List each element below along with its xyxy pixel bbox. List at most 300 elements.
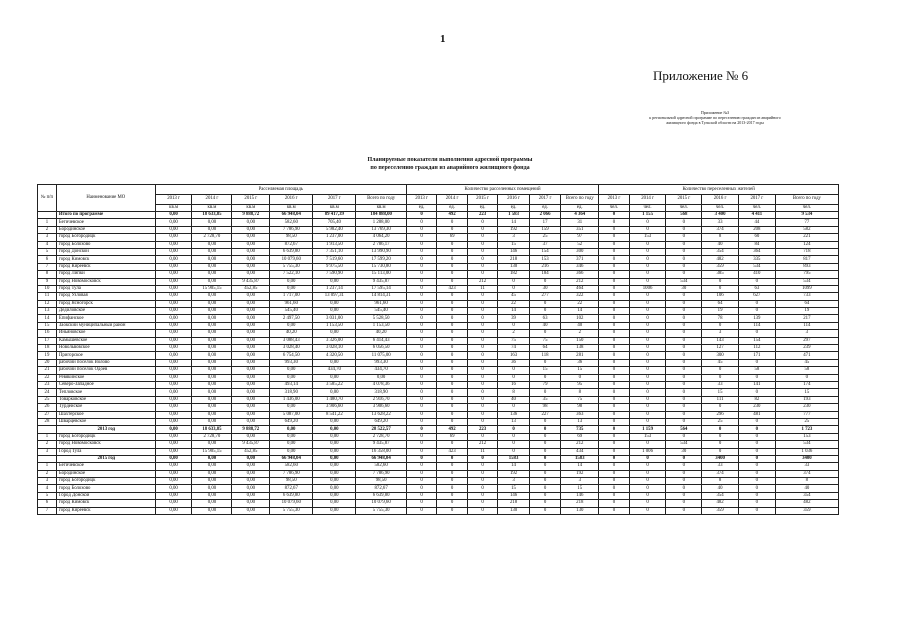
row-name: город Новомосковск: [56, 441, 155, 448]
row-value: 136: [498, 411, 530, 418]
row-value: 1 237,00: [313, 234, 356, 241]
row-value: 0: [437, 219, 467, 226]
row-name: Новольвовское: [56, 345, 155, 352]
table-row: [38, 337, 839, 344]
row-name: город Ясногорск: [56, 300, 155, 307]
row-value: 141: [738, 381, 775, 388]
row-value: 0: [629, 441, 666, 448]
row-index: 16: [38, 330, 57, 337]
row-value: 0,00: [313, 389, 356, 396]
row-value: 0: [437, 263, 467, 270]
row-index: 7: [38, 263, 57, 270]
row-value: 212: [561, 278, 599, 285]
row-value: 0: [629, 241, 666, 248]
row-value: 98,50: [270, 478, 313, 485]
row-name: рабочий поселок Волово: [56, 359, 155, 366]
table-row: [38, 426, 839, 433]
row-value: 153: [629, 433, 666, 440]
row-value: 1 717,00: [270, 293, 313, 300]
row-value: 0: [437, 389, 467, 396]
row-value: 79: [529, 381, 561, 388]
row-value: 0,00: [192, 500, 232, 507]
row-value: 0,00: [192, 248, 232, 255]
row-value: 154: [529, 248, 561, 255]
row-value: 0: [406, 219, 436, 226]
row-value: 0: [599, 248, 629, 255]
row-value: 0: [666, 345, 702, 352]
row-index: 8: [38, 271, 57, 278]
row-value: 1099: [775, 285, 838, 292]
header-year: 2014 г: [629, 195, 666, 205]
row-value: 0: [666, 352, 702, 359]
row-name: Дедиловское: [56, 308, 155, 315]
header-year: 2013 г: [155, 195, 192, 205]
row-value: 8: [775, 478, 838, 485]
row-value: 7 590,90: [313, 271, 356, 278]
row-value: 718: [775, 248, 838, 255]
row-value: 0: [702, 367, 739, 374]
row-value: 10 079,60: [270, 256, 313, 263]
row-value: 0: [467, 263, 497, 270]
row-value: 0: [738, 374, 775, 381]
row-value: 1583: [561, 455, 599, 462]
row-value: 0,00: [313, 300, 356, 307]
row-value: 0,00: [192, 293, 232, 300]
row-value: 0,00: [313, 433, 356, 440]
row-value: 423: [437, 448, 467, 455]
row-value: 1 288,00: [356, 219, 407, 226]
row-value: 227: [529, 411, 561, 418]
header-units-row: [38, 205, 839, 212]
table-row: [38, 404, 839, 411]
row-value: 40: [529, 322, 561, 329]
row-value: 649,20: [356, 418, 407, 425]
row-value: 0,00: [232, 241, 270, 248]
row-value: 0,00: [313, 448, 356, 455]
row-value: 0: [666, 507, 702, 514]
row-value: 150: [561, 337, 599, 344]
row-value: 14: [498, 463, 530, 470]
table-row: [38, 448, 839, 455]
row-value: 0: [529, 455, 561, 462]
row-value: 0: [467, 256, 497, 263]
row-value: 0: [599, 263, 629, 270]
row-value: 1 480,70: [313, 396, 356, 403]
row-value: 0,00: [232, 300, 270, 307]
table-row: [38, 234, 839, 241]
row-value: 184: [529, 271, 561, 278]
row-value: 0,00: [232, 374, 270, 381]
row-value: 30: [666, 285, 702, 292]
row-value: 0,00: [192, 463, 232, 470]
row-value: 1 913,50: [313, 241, 356, 248]
row-index: 23: [38, 381, 57, 388]
row-name: Камышевское: [56, 337, 155, 344]
header-unit: кв.м: [270, 205, 313, 212]
row-value: 0: [406, 396, 436, 403]
row-name: Иньяновское: [56, 330, 155, 337]
row-value: 817: [775, 256, 838, 263]
row-value: 481: [738, 411, 775, 418]
row-value: 0,00: [270, 441, 313, 448]
row-index: 20: [38, 359, 57, 366]
row-value: 0,00: [192, 470, 232, 477]
row-value: 322: [561, 293, 599, 300]
row-value: 0: [666, 463, 702, 470]
row-value: 0: [467, 234, 497, 241]
row-value: 5 755,30: [270, 507, 313, 514]
row-value: 0: [406, 404, 436, 411]
row-value: 0: [529, 433, 561, 440]
row-value: 63: [529, 315, 561, 322]
row-value: 0,00: [155, 463, 192, 470]
row-value: 0: [467, 411, 497, 418]
row-value: 0,00: [155, 359, 192, 366]
row-value: 0: [406, 226, 436, 233]
row-value: 0: [437, 330, 467, 337]
row-value: 130: [498, 507, 530, 514]
row-value: 0: [629, 256, 666, 263]
row-value: 6 639,80: [356, 492, 407, 499]
row-name: Шварцевское: [56, 418, 155, 425]
row-value: 0,00: [270, 426, 313, 433]
row-value: 0: [406, 381, 436, 388]
table-row: [38, 411, 839, 418]
row-value: 0,00: [155, 256, 192, 263]
row-value: 0: [738, 470, 775, 477]
row-value: 0: [406, 470, 436, 477]
row-value: 627: [738, 293, 775, 300]
appendix-title: Приложение № 6: [653, 68, 749, 83]
row-value: 0: [467, 455, 497, 462]
row-value: 9 435,87: [232, 278, 270, 285]
row-value: 0,00: [155, 345, 192, 352]
row-value: 0: [437, 485, 467, 492]
row-name: Город Тула: [56, 448, 155, 455]
row-value: 40: [561, 322, 599, 329]
row-value: 159: [529, 226, 561, 233]
row-value: 0: [437, 492, 467, 499]
row-value: 0: [738, 426, 775, 433]
appendix-note-line: жилищного фонда в Тульской области на 2013-2017 годы: [666, 120, 764, 125]
row-value: 0: [599, 448, 629, 455]
row-value: 0: [629, 418, 666, 425]
row-value: 434,70: [356, 367, 407, 374]
row-value: 0,00: [192, 507, 232, 514]
row-value: 0,00: [232, 352, 270, 359]
row-value: 3 585,22: [313, 381, 356, 388]
row-value: 0,00: [270, 278, 313, 285]
row-value: 77: [775, 219, 838, 226]
row-index: 12: [38, 300, 57, 307]
row-value: 0,00: [313, 463, 356, 470]
row-value: 0: [467, 248, 497, 255]
row-value: 0: [738, 448, 775, 455]
row-value: 25: [775, 418, 838, 425]
row-value: 0: [629, 322, 666, 329]
row-value: 0: [406, 234, 436, 241]
row-value: 0: [666, 359, 702, 366]
table-row: [38, 389, 839, 396]
row-name: город Донской: [56, 248, 155, 255]
row-value: 0: [467, 500, 497, 507]
row-name: город Липки: [56, 271, 155, 278]
row-value: 735: [561, 426, 599, 433]
row-value: 0: [629, 492, 666, 499]
row-value: 0: [437, 248, 467, 255]
row-value: 3400: [702, 455, 739, 462]
row-index: 1: [38, 433, 57, 440]
row-value: 0,00: [192, 478, 232, 485]
row-index: 5: [38, 248, 57, 255]
row-index: 3: [38, 234, 57, 241]
row-value: 0: [738, 463, 775, 470]
row-value: 0: [629, 248, 666, 255]
row-value: 0: [529, 389, 561, 396]
row-value: 2 728,70: [192, 234, 232, 241]
row-value: 277: [529, 293, 561, 300]
row-index: 2: [38, 226, 57, 233]
row-value: 230: [775, 404, 838, 411]
row-value: 212: [561, 441, 599, 448]
row-value: 75: [529, 337, 561, 344]
row-value: 363: [561, 411, 599, 418]
row-value: 0: [666, 374, 702, 381]
row-value: 66 948,04: [270, 212, 313, 219]
row-value: 0: [406, 485, 436, 492]
row-value: 0,00: [192, 389, 232, 396]
header-unit: ед.: [529, 205, 561, 212]
row-value: 14: [561, 463, 599, 470]
row-value: 217: [775, 315, 838, 322]
row-value: 3: [498, 478, 530, 485]
row-value: 0: [529, 507, 561, 514]
row-value: 0: [437, 381, 467, 388]
row-value: 11 075,00: [356, 352, 407, 359]
row-value: 0: [599, 226, 629, 233]
row-value: 3: [702, 330, 739, 337]
row-name: город Кимовск: [56, 500, 155, 507]
header-unit: кв.м: [155, 205, 192, 212]
row-value: 0,00: [192, 381, 232, 388]
row-value: 18 633,85: [192, 212, 232, 219]
row-value: 0: [437, 455, 467, 462]
row-name: город Новомосковск: [56, 278, 155, 285]
header-unit: кв.м: [313, 205, 356, 212]
row-value: 0: [599, 352, 629, 359]
row-value: 0: [529, 463, 561, 470]
row-value: 0: [666, 396, 702, 403]
row-value: 1 153,50: [356, 322, 407, 329]
row-index: 22: [38, 374, 57, 381]
row-index: 28: [38, 418, 57, 425]
row-value: 82: [738, 396, 775, 403]
row-value: 0,00: [192, 485, 232, 492]
row-value: 98: [529, 404, 561, 411]
row-value: 0,00: [155, 411, 192, 418]
row-value: 0,00: [155, 389, 192, 396]
row-value: 434: [561, 448, 599, 455]
row-value: 0: [666, 308, 702, 315]
row-value: 0: [599, 322, 629, 329]
row-value: 22: [498, 300, 530, 307]
row-value: 0,00: [155, 492, 192, 499]
row-value: 13 769,30: [356, 226, 407, 233]
row-value: 0,00: [155, 418, 192, 425]
row-value: 230: [738, 404, 775, 411]
row-index: 4: [38, 485, 57, 492]
row-value: 0,00: [155, 308, 192, 315]
row-value: 0: [599, 492, 629, 499]
row-value: 223: [467, 426, 497, 433]
row-value: 0,00: [232, 418, 270, 425]
row-name: город Болохово: [56, 485, 155, 492]
row-value: 45: [775, 359, 838, 366]
row-value: 216: [529, 263, 561, 270]
row-index: 3: [38, 478, 57, 485]
row-value: 37: [529, 241, 561, 248]
table-row: [38, 441, 839, 448]
row-value: 0: [406, 389, 436, 396]
row-value: 0,00: [155, 226, 192, 233]
row-value: 0: [666, 478, 702, 485]
row-value: 0: [738, 359, 775, 366]
row-value: 0,00: [313, 500, 356, 507]
row-value: 66 948,04: [356, 455, 407, 462]
row-name: 2015 год: [56, 455, 155, 462]
row-value: 364: [738, 248, 775, 255]
header-total: Всего по году: [561, 195, 599, 205]
row-value: 0,00: [192, 352, 232, 359]
row-value: 0: [467, 219, 497, 226]
row-name: Северо-Западное: [56, 381, 155, 388]
row-value: 0: [629, 367, 666, 374]
row-index: [38, 426, 57, 433]
row-value: 153: [529, 256, 561, 263]
row-value: 0,00: [192, 271, 232, 278]
row-value: 354: [702, 248, 739, 255]
row-value: 0,00: [270, 448, 313, 455]
row-value: 0,00: [270, 285, 313, 292]
row-value: 9 435,87: [356, 278, 407, 285]
row-value: 102: [561, 315, 599, 322]
row-value: 0,00: [155, 263, 192, 270]
row-value: 192: [561, 470, 599, 477]
row-value: 0: [666, 248, 702, 255]
row-value: 0: [437, 441, 467, 448]
table-row: [38, 500, 839, 507]
header-total: Всего по году: [356, 195, 407, 205]
row-value: 35: [529, 396, 561, 403]
row-value: 0,00: [155, 271, 192, 278]
row-value: 0: [599, 485, 629, 492]
row-value: 0,00: [313, 441, 356, 448]
row-value: 30: [666, 448, 702, 455]
row-value: 0: [666, 389, 702, 396]
row-value: 0: [629, 219, 666, 226]
row-value: 0: [529, 278, 561, 285]
row-value: 114: [775, 322, 838, 329]
row-value: 385: [702, 271, 739, 278]
row-value: 0: [529, 478, 561, 485]
row-value: 0: [529, 359, 561, 366]
row-name: город Богородицк: [56, 478, 155, 485]
row-value: 0: [599, 426, 629, 433]
row-value: 0,00: [313, 330, 356, 337]
row-value: 33: [702, 219, 739, 226]
row-value: 10 079,60: [356, 500, 407, 507]
row-value: 0: [498, 278, 530, 285]
row-value: 0: [599, 389, 629, 396]
row-value: 0: [629, 455, 666, 462]
row-value: 374: [702, 470, 739, 477]
row-value: 318,90: [356, 389, 407, 396]
row-value: 0: [738, 455, 775, 462]
header-unit: чел.: [702, 205, 739, 212]
row-name: Заокский муниципальный район: [56, 322, 155, 329]
row-value: 0,00: [313, 470, 356, 477]
row-value: 0,00: [192, 263, 232, 270]
row-name: рабочий поселок Одоев: [56, 367, 155, 374]
row-index: 27: [38, 411, 57, 418]
row-value: 1 153,50: [313, 322, 356, 329]
table-row: [38, 463, 839, 470]
row-value: 0,00: [232, 367, 270, 374]
row-value: 423: [437, 285, 467, 292]
row-value: 0,00: [155, 322, 192, 329]
row-value: 0: [437, 300, 467, 307]
row-value: 0: [629, 263, 666, 270]
header-total: Всего по году: [775, 195, 838, 205]
header-group-residents: Количество переселенных жителей: [599, 185, 839, 195]
row-value: 0: [406, 256, 436, 263]
row-value: 0,00: [232, 226, 270, 233]
row-value: 0: [406, 500, 436, 507]
row-value: 0: [437, 241, 467, 248]
row-value: 961,60: [356, 300, 407, 307]
row-value: 0: [666, 470, 702, 477]
row-value: 45: [702, 359, 739, 366]
row-value: 0: [738, 485, 775, 492]
row-value: 0: [498, 433, 530, 440]
row-value: 8: [702, 234, 739, 241]
row-value: 0,00: [232, 256, 270, 263]
row-value: 2 728,70: [356, 433, 407, 440]
row-value: 0: [666, 300, 702, 307]
row-value: 98: [561, 404, 599, 411]
header-group-area: Расселяемая площадь: [155, 185, 406, 195]
row-value: 0: [406, 448, 436, 455]
row-value: 0,00: [270, 374, 313, 381]
table-row: [38, 226, 839, 233]
row-value: 9 534: [775, 212, 838, 219]
row-value: 359: [702, 507, 739, 514]
row-value: 182: [498, 271, 530, 278]
row-value: 374: [702, 226, 739, 233]
row-value: 0: [629, 359, 666, 366]
row-value: 3 906,60: [356, 404, 407, 411]
row-name: Бородинское: [56, 470, 155, 477]
table-row: [38, 293, 839, 300]
row-value: 0: [406, 418, 436, 425]
row-value: 40: [702, 241, 739, 248]
row-value: 0,00: [155, 381, 192, 388]
row-value: 0,00: [232, 492, 270, 499]
row-value: 0: [467, 485, 497, 492]
table-row: [38, 241, 839, 248]
row-value: 0: [406, 248, 436, 255]
row-value: 212: [467, 441, 497, 448]
